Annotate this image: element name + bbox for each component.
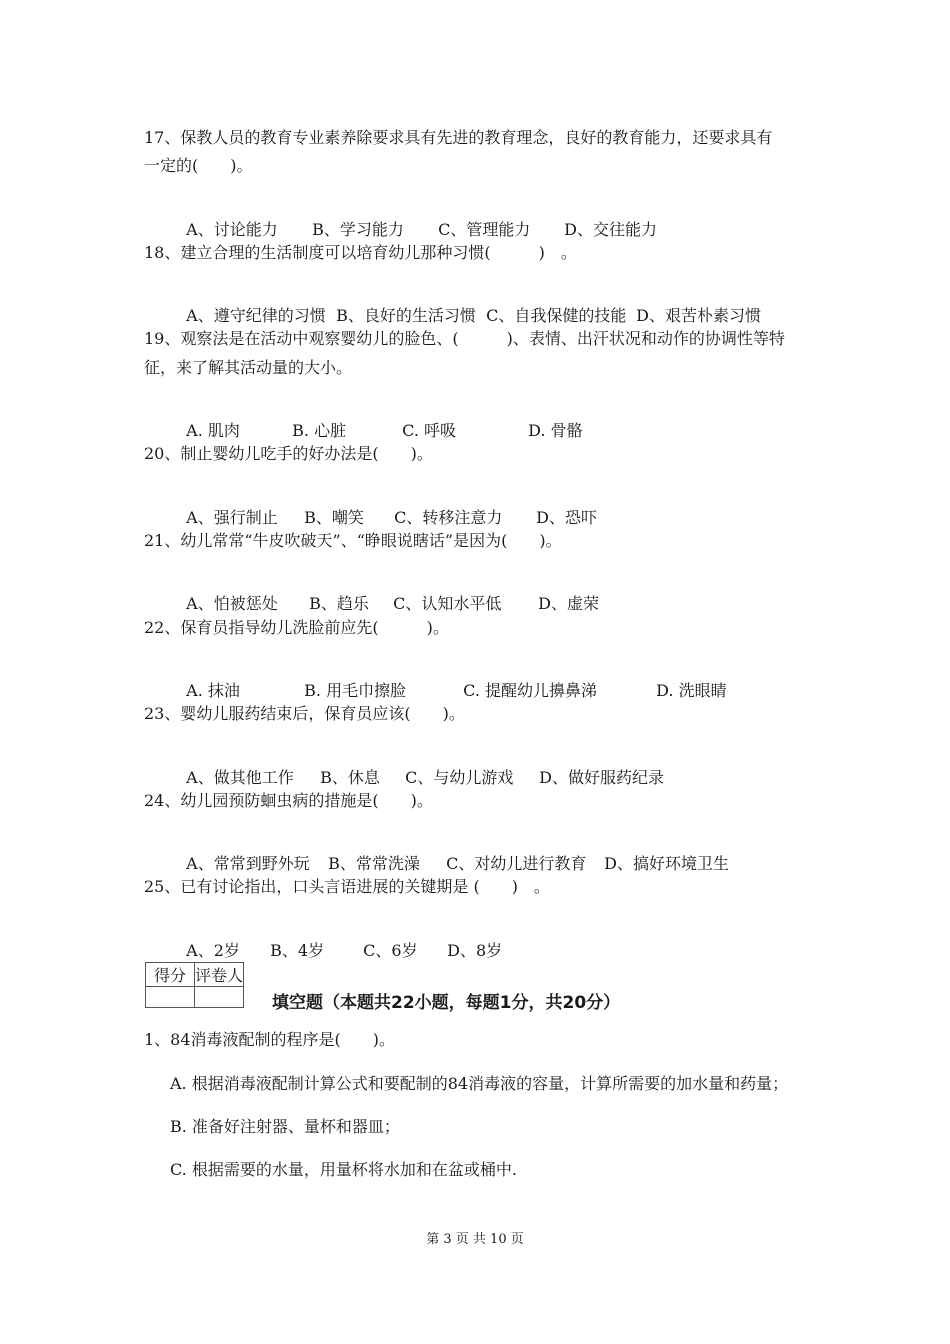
score-cell [146,987,195,1008]
option-b: B、休息 [320,768,380,787]
option-a: A、怕被惩处 [186,594,278,613]
option-d: D. 洗眼睛 [656,681,727,700]
score-table [145,962,244,1008]
option-b: B. 用毛巾擦脸 [304,681,407,700]
option-a: A、做其他工作 [186,768,294,787]
option-b: B、嘲笑 [304,508,364,527]
option-c: C、对幼儿进行教育 [446,854,587,873]
option-b: B. 心脏 [292,421,347,440]
option-d: D、虚荣 [538,594,600,613]
option-b: B、常常洗澡 [328,854,420,873]
option-c: C、管理能力 [438,220,531,239]
option-a: A、2岁 [186,941,240,960]
question-18-options [176,286,761,326]
question-19-options [176,401,583,441]
option-a: A、讨论能力 [186,220,278,239]
question-23-line-1: 23、婴幼儿服药结束后，保育员应该( )。 [144,704,465,723]
question-20-options [176,488,597,528]
question-18-line-1: 18、建立合理的生活制度可以培育幼儿那种习惯( ) 。 [144,243,577,262]
question-24-options [176,834,729,874]
option-d: D、搞好环境卫生 [604,854,730,873]
fill-question-1-item-b: B. 准备好注射器、量杯和器皿； [170,1117,400,1136]
option-a: A、常常到野外玩 [186,854,310,873]
option-a: A. 肌肉 [186,421,240,440]
question-17-line-2: 一定的( )。 [144,156,253,175]
option-c: C. 提醒幼儿擤鼻涕 [463,681,598,700]
question-21-line-1: 21、幼儿常常“牛皮吹破天”、“睁眼说瞎话”是因为( )。 [144,531,562,550]
question-17-line-1: 17、保教人员的教育专业素养除要求具有先进的教育理念，良好的教育能力，还要求具有 [144,128,773,147]
question-25-line-1: 25、已有讨论指出，口头言语进展的关键期是 ( ) 。 [144,877,550,896]
fill-question-1-item-a: A. 根据消毒液配制计算公式和要配制的84消毒液的容量，计算所需要的加水量和药量； [170,1074,789,1093]
question-21-options [176,574,599,614]
option-d: D、恐吓 [536,508,598,527]
question-22-line-1: 22、保育员指导幼儿洗脸前应先( )。 [144,618,449,637]
option-a: A、强行制止 [186,508,278,527]
option-b: B、4岁 [270,941,325,960]
question-20-line-1: 20、制止婴幼儿吃手的好办法是( )。 [144,444,433,463]
score-header: 得分 [146,963,195,987]
option-a: A、遵守纪律的习惯 [186,306,326,325]
reviewer-cell [195,987,244,1008]
option-d: D、艰苦朴素习惯 [636,306,762,325]
option-b: B、学习能力 [312,220,404,239]
page-footer: 第 3 页 共 10 页 [426,1232,524,1247]
question-22-options [176,661,727,701]
question-17-options [176,200,657,240]
option-c: C、转移注意力 [394,508,503,527]
option-c: C、6岁 [363,941,418,960]
option-c: C、自我保健的技能 [486,306,627,325]
question-19-line-1: 19、观察法是在活动中观察婴幼儿的脸色、( )、表情、出汗状况和动作的协调性等特 [144,329,785,348]
option-c: C. 呼吸 [402,421,457,440]
option-a: A. 抹油 [186,681,240,700]
question-24-line-1: 24、幼儿园预防蛔虫病的措施是( )。 [144,791,433,810]
option-d: D、做好服药纪录 [539,768,665,787]
reviewer-header: 评卷人 [195,963,244,987]
section-title: 填空题（本题共22小题，每题1分，共20分） [272,993,621,1013]
option-b: B、良好的生活习惯 [336,306,476,325]
question-23-options [176,748,664,788]
option-c: C、与幼儿游戏 [405,768,514,787]
fill-question-1-item-c: C. 根据需要的水量，用量杯将水加和在盆或桶中. [170,1160,517,1179]
option-d: D、8岁 [447,941,503,960]
option-d: D、交往能力 [564,220,658,239]
fill-question-1-line-1: 1、84消毒液配制的程序是( )。 [144,1030,396,1049]
option-c: C、认知水平低 [393,594,502,613]
question-25-options [176,921,502,961]
option-b: B、趋乐 [309,594,369,613]
option-d: D. 骨骼 [528,421,583,440]
question-19-line-2: 征，来了解其活动量的大小。 [144,358,353,377]
